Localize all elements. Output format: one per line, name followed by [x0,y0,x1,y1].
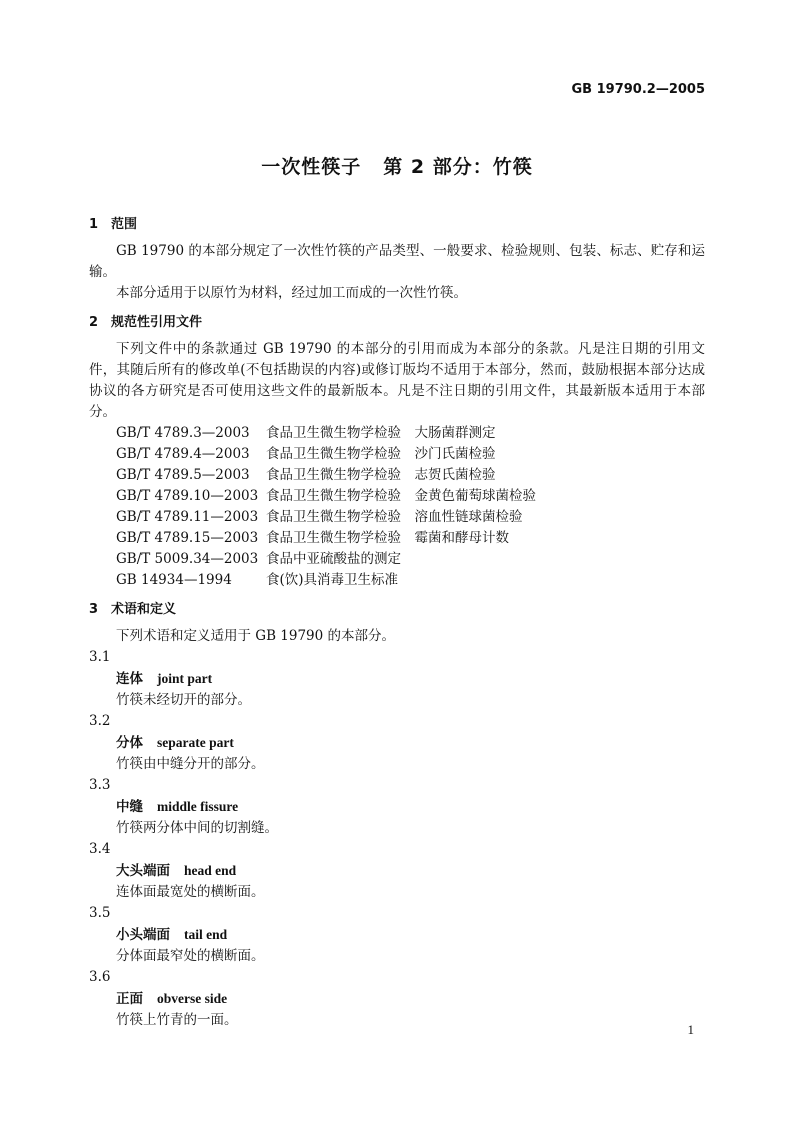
document-body [89,214,705,1031]
term-name: 连体 joint part [116,671,213,687]
page-number: 1 [687,1022,694,1037]
reference-item: GB/T 4789.4—2003 食品卫生微生物学检验 沙门氏菌检验 [116,446,496,462]
term-definition: 竹筷未经切开的部分。 [116,692,251,708]
section-1-heading: 1 范围 [89,217,138,232]
standard-code: GB 19790.2—2005 [571,82,705,97]
term-name: 分体 separate part [116,735,234,751]
term-entry [89,775,705,839]
section-2-heading: 2 规范性引用文件 [89,315,203,330]
term-name: 小头端面 tail end [116,927,228,943]
section-3-intro: 下列术语和定义适用于 GB 19790 的本部分。 [116,628,396,644]
title-sub: 第 2 部分：竹筷 [383,156,533,178]
term-number: 3.4 [89,841,111,857]
section-1-paragraph: 本部分适用于以原竹为材料，经过加工而成的一次性竹筷。 [116,285,467,301]
reference-item: GB/T 4789.3—2003 食品卫生微生物学检验 大肠菌群测定 [116,425,496,441]
reference-list [89,423,705,591]
term-number: 3.6 [89,969,111,985]
reference-item: GB 14934—1994 食(饮)具消毒卫生标准 [116,572,399,588]
term-name: 中缝 middle fissure [116,799,239,815]
term-name: 正面 obverse side [116,991,228,1007]
document-title [0,152,794,179]
term-number: 3.1 [89,649,111,665]
term-definition: 竹筷由中缝分开的部分。 [116,756,265,772]
section-2-intro: 下列文件中的条款通过 GB 19790 的本部分的引用而成为本部分的条款。凡是注日期的引用文件，其随后所有的修改单(不包括勘误的内容)或修订版均不适用于本部分，然而，鼓励根据本部分达成协议的各方研究是否可使用这些文件的最新版本。凡是不注日期的引用文件，其最新版本适用于本部分。 [89,341,705,420]
term-definition: 连体面最宽处的横断面。 [116,884,265,900]
term-number: 3.3 [89,777,111,793]
term-entry [89,967,705,1031]
title-main: 一次性筷子 [261,156,362,178]
section-1-paragraph: GB 19790 的本部分规定了一次性竹筷的产品类型、一般要求、检验规则、包装、标志、贮存和运输。 [89,243,705,280]
reference-item: GB/T 4789.10—2003 食品卫生微生物学检验 金黄色葡萄球菌检验 [116,488,536,504]
term-number: 3.2 [89,713,111,729]
reference-item: GB/T 4789.5—2003 食品卫生微生物学检验 志贺氏菌检验 [116,467,496,483]
reference-item: GB/T 4789.15—2003 食品卫生微生物学检验 霉菌和酵母计数 [116,530,509,546]
term-definition: 竹筷两分体中间的切割缝。 [116,820,278,836]
term-entry [89,839,705,903]
term-definition: 竹筷上竹青的一面。 [116,1012,238,1028]
section-3-heading: 3 术语和定义 [89,602,177,617]
term-entry [89,647,705,711]
term-entry [89,903,705,967]
reference-item: GB/T 4789.11—2003 食品卫生微生物学检验 溶血性链球菌检验 [116,509,523,525]
term-entry [89,711,705,775]
term-number: 3.5 [89,905,111,921]
term-definition: 分体面最窄处的横断面。 [116,948,265,964]
reference-item: GB/T 5009.34—2003 食品中亚硫酸盐的测定 [116,551,401,567]
term-name: 大头端面 head end [116,863,237,879]
